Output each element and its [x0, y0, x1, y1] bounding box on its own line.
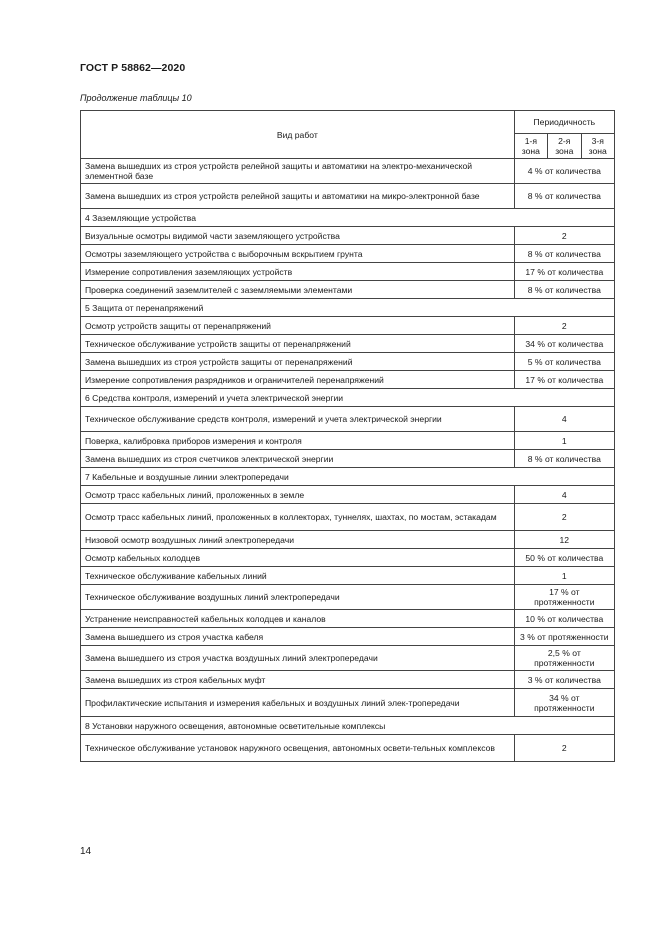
section-row — [81, 717, 615, 735]
work-cell: Замена вышедших из строя устройств защиты от перенапряжений — [81, 353, 515, 371]
work-cell: Измерение сопротивления заземляющих устройств — [81, 263, 515, 281]
periodicity-cell: 34 % от количества — [514, 335, 614, 353]
periodicity-table — [80, 110, 615, 762]
work-cell: Поверка, калибровка приборов измерения и контроля — [81, 432, 515, 450]
column-header-work: Вид работ — [81, 111, 515, 159]
column-header-zone-2: 2-я зона — [548, 134, 581, 159]
section-row — [81, 468, 615, 486]
table-row — [81, 585, 615, 610]
periodicity-cell: 4 — [514, 486, 614, 504]
work-cell: Профилактические испытания и измерения кабельных и воздушных линий элек-тропередачи — [81, 689, 515, 717]
table-row — [81, 567, 615, 585]
table-body — [81, 159, 615, 762]
table-row — [81, 450, 615, 468]
periodicity-cell: 2 — [514, 504, 614, 531]
page-number: 14 — [80, 846, 92, 857]
periodicity-cell: 8 % от количества — [514, 245, 614, 263]
periodicity-cell: 17 % от количества — [514, 263, 614, 281]
work-cell: Проверка соединений заземлителей с заземляемыми элементами — [81, 281, 515, 299]
work-cell: Осмотр устройств защиты от перенапряжений — [81, 317, 515, 335]
periodicity-cell: 2 — [514, 317, 614, 335]
section-row — [81, 209, 615, 227]
document-code: ГОСТ Р 58862—2020 — [80, 62, 186, 74]
work-cell: Устранение неисправностей кабельных колодцев и каналов — [81, 610, 515, 628]
section-row — [81, 389, 615, 407]
work-cell: Визуальные осмотры видимой части заземляющего устройства — [81, 227, 515, 245]
column-header-zone-1: 1-я зона — [514, 134, 547, 159]
table-row — [81, 610, 615, 628]
periodicity-cell: 17 % от количества — [514, 371, 614, 389]
periodicity-cell: 4 % от количества — [514, 159, 614, 184]
table-row — [81, 281, 615, 299]
periodicity-cell: 2 — [514, 227, 614, 245]
periodicity-cell: 12 — [514, 531, 614, 549]
work-cell: Осмотры заземляющего устройства с выборочным вскрытием грунта — [81, 245, 515, 263]
work-cell: Замена вышедших из строя устройств релейной защиты и автоматики на электро-механической элементной базе — [81, 159, 515, 184]
periodicity-cell: 1 — [514, 567, 614, 585]
section-row — [81, 299, 615, 317]
periodicity-cell: 8 % от количества — [514, 281, 614, 299]
column-header-zone-3: 3-я зона — [581, 134, 614, 159]
work-cell: Замена вышедших из строя кабельных муфт — [81, 671, 515, 689]
work-cell: Техническое обслуживание установок наружного освещения, автономных освети-тельных комплексов — [81, 735, 515, 762]
table-row — [81, 371, 615, 389]
work-cell: Замена вышедших из строя устройств релейной защиты и автоматики на микро-электронной базе — [81, 184, 515, 209]
section-title: 7 Кабельные и воздушные линии электропередачи — [81, 468, 615, 486]
table-row — [81, 407, 615, 432]
periodicity-cell: 5 % от количества — [514, 353, 614, 371]
section-title: 8 Установки наружного освещения, автономные осветительные комплексы — [81, 717, 615, 735]
table-row — [81, 353, 615, 371]
work-cell: Техническое обслуживание устройств защиты от перенапряжений — [81, 335, 515, 353]
periodicity-cell: 3 % от количества — [514, 671, 614, 689]
table-row — [81, 159, 615, 184]
table-row — [81, 245, 615, 263]
periodicity-cell: 2,5 % от протяженности — [514, 646, 614, 671]
work-cell: Техническое обслуживание средств контроля, измерений и учета электрической энергии — [81, 407, 515, 432]
table-row — [81, 735, 615, 762]
work-cell: Осмотр трасс кабельных линий, проложенных в земле — [81, 486, 515, 504]
table-row — [81, 549, 615, 567]
table-row — [81, 504, 615, 531]
periodicity-cell: 8 % от количества — [514, 184, 614, 209]
table-row — [81, 227, 615, 245]
table-row — [81, 689, 615, 717]
table-row — [81, 486, 615, 504]
work-cell: Измерение сопротивления разрядников и ограничителей перенапряжений — [81, 371, 515, 389]
periodicity-cell: 4 — [514, 407, 614, 432]
section-title: 4 Заземляющие устройства — [81, 209, 615, 227]
table-row — [81, 531, 615, 549]
table-row — [81, 646, 615, 671]
table-row — [81, 184, 615, 209]
work-cell: Осмотр кабельных колодцев — [81, 549, 515, 567]
table-row — [81, 335, 615, 353]
work-cell: Замена вышедших из строя счетчиков электрической энергии — [81, 450, 515, 468]
section-title: 5 Защита от перенапряжений — [81, 299, 615, 317]
work-cell: Осмотр трасс кабельных линий, проложенных в коллекторах, туннелях, шахтах, по мостам, эстакадам — [81, 504, 515, 531]
periodicity-cell: 10 % от количества — [514, 610, 614, 628]
periodicity-cell: 3 % от протяженности — [514, 628, 614, 646]
section-title: 6 Средства контроля, измерений и учета электрической энергии — [81, 389, 615, 407]
table-row — [81, 432, 615, 450]
periodicity-cell: 8 % от количества — [514, 450, 614, 468]
work-cell: Замена вышедшего из строя участка воздушных линий электропередачи — [81, 646, 515, 671]
work-cell: Техническое обслуживание кабельных линий — [81, 567, 515, 585]
work-cell: Техническое обслуживание воздушных линий электропередачи — [81, 585, 515, 610]
table-row — [81, 671, 615, 689]
work-cell: Замена вышедшего из строя участка кабеля — [81, 628, 515, 646]
column-header-periodicity: Периодичность — [514, 111, 614, 134]
periodicity-cell: 2 — [514, 735, 614, 762]
periodicity-cell: 17 % от протяженности — [514, 585, 614, 610]
table-row — [81, 317, 615, 335]
periodicity-cell: 34 % от протяженности — [514, 689, 614, 717]
periodicity-cell: 50 % от количества — [514, 549, 614, 567]
table-caption: Продолжение таблицы 10 — [80, 93, 192, 103]
work-cell: Низовой осмотр воздушных линий электропередачи — [81, 531, 515, 549]
table-row — [81, 263, 615, 281]
table-row — [81, 628, 615, 646]
periodicity-cell: 1 — [514, 432, 614, 450]
